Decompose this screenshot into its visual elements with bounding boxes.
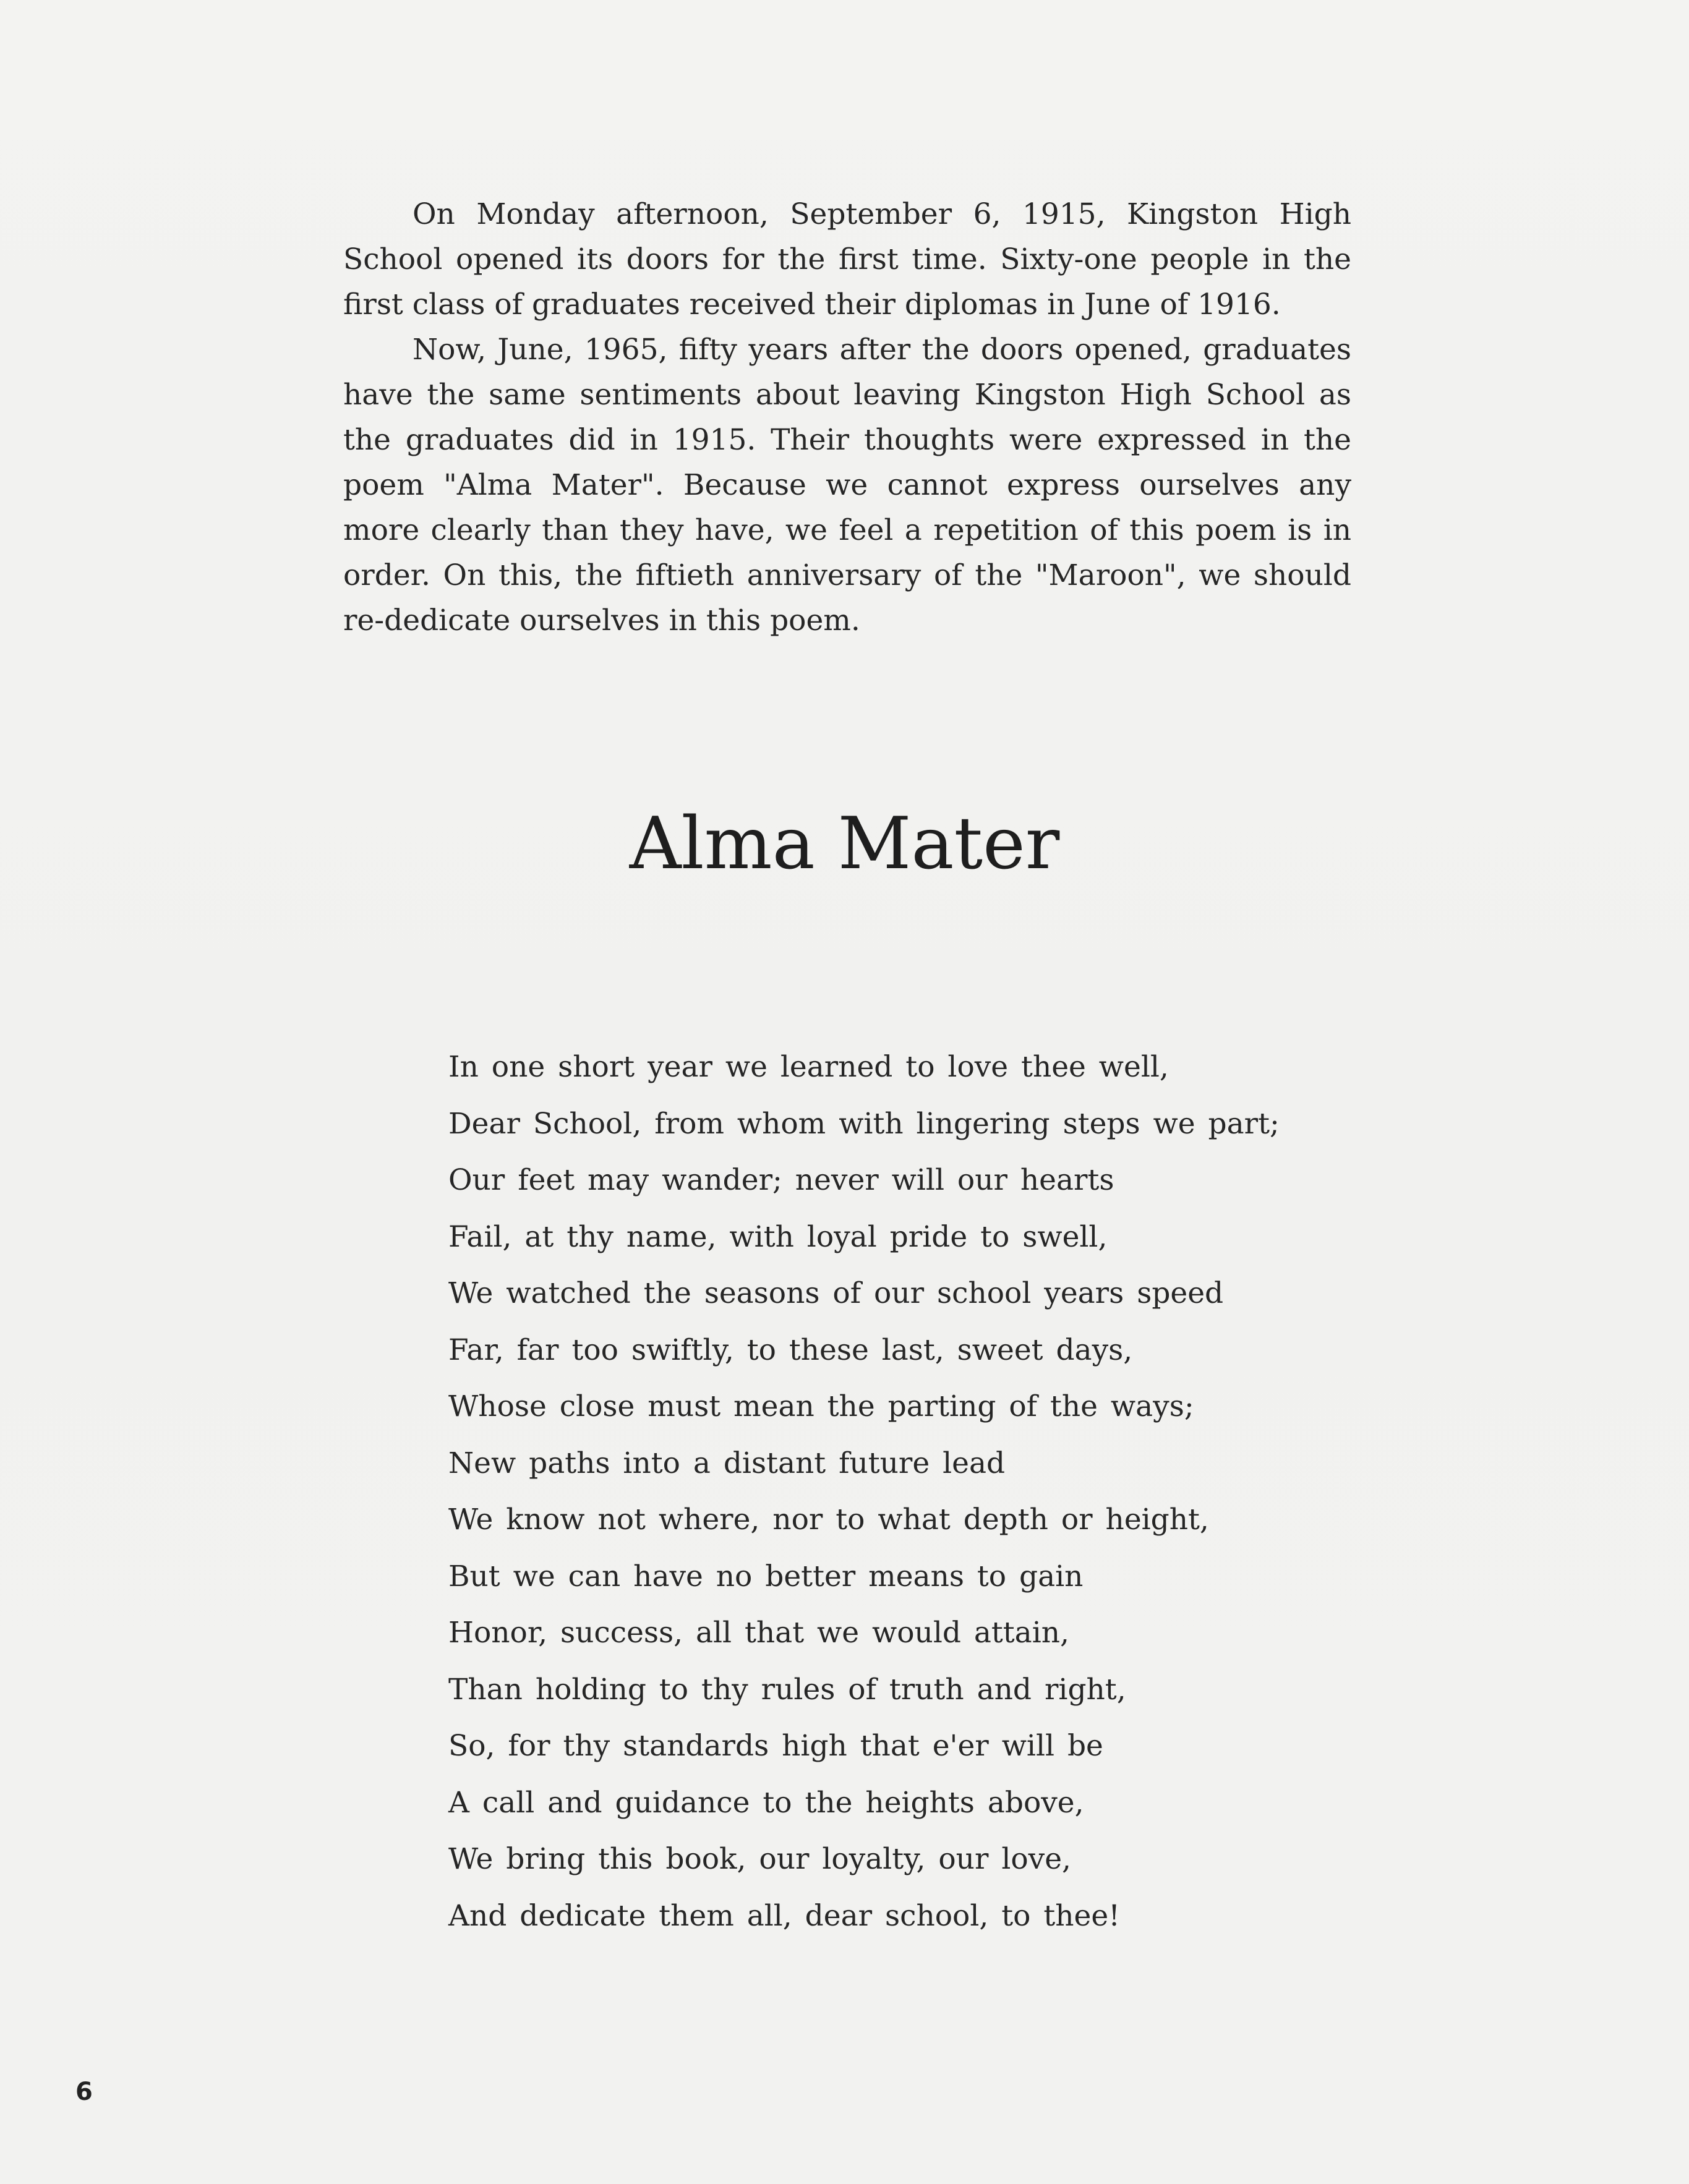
poem-line: Than holding to thy rules of truth and right, [448, 1672, 1126, 1707]
intro-paragraph: On Monday afternoon, September 6, 1915, Kingston High School opened its doors for the first time. Sixty-one people in the first class of graduates received their diplomas in June of 1916. [343, 197, 1351, 322]
show-through-from-reverse-side [532, 25, 1274, 173]
poem-line: Our feet may wander; never will our hearts [448, 1163, 1114, 1197]
poem-line: Honor, success, all that we would attain, [448, 1616, 1069, 1650]
page-number: 6 [75, 2078, 93, 2106]
poem-line: So, for thy standards high that e'er will be [448, 1729, 1103, 1763]
poem-lines [448, 1039, 1376, 1944]
poem-line: Dear School, from whom with lingering steps we part; [448, 1106, 1280, 1141]
poem-line: New paths into a distant future lead [448, 1446, 1006, 1480]
poem-line: Far, far too swiftly, to these last, sweet days, [448, 1333, 1133, 1367]
poem-line: Whose close must mean the parting of the ways; [448, 1389, 1194, 1423]
poem-line: We watched the seasons of our school years speed [448, 1276, 1224, 1310]
poem-line: We know not where, nor to what depth or height, [448, 1503, 1209, 1537]
poem-title: Alma Mater [629, 802, 1060, 885]
poem-line: We bring this book, our loyalty, our love, [448, 1842, 1071, 1876]
poem-line: But we can have no better means to gain [448, 1559, 1084, 1593]
intro-text [343, 192, 1351, 643]
poem-line: And dedicate them all, dear school, to thee! [448, 1898, 1121, 1933]
poem-line: Fail, at thy name, with loyal pride to swell, [448, 1219, 1108, 1254]
poem-line: A call and guidance to the heights above, [448, 1785, 1084, 1820]
poem-line: In one short year we learned to love thee well, [448, 1050, 1169, 1084]
intro-paragraph: Now, June, 1965, fifty years after the doors opened, graduates have the same sentiments about leaving Kingston High School as the graduates did in 1915. Their thoughts were expressed in the poem "Alma Mater". Because we cannot express ourselves any more clearly than they have, we feel a repetition of this poem is in order. On this, the fiftieth anniversary of the "Maroon", we should re-dedicate ourselves in this poem. [343, 333, 1351, 638]
